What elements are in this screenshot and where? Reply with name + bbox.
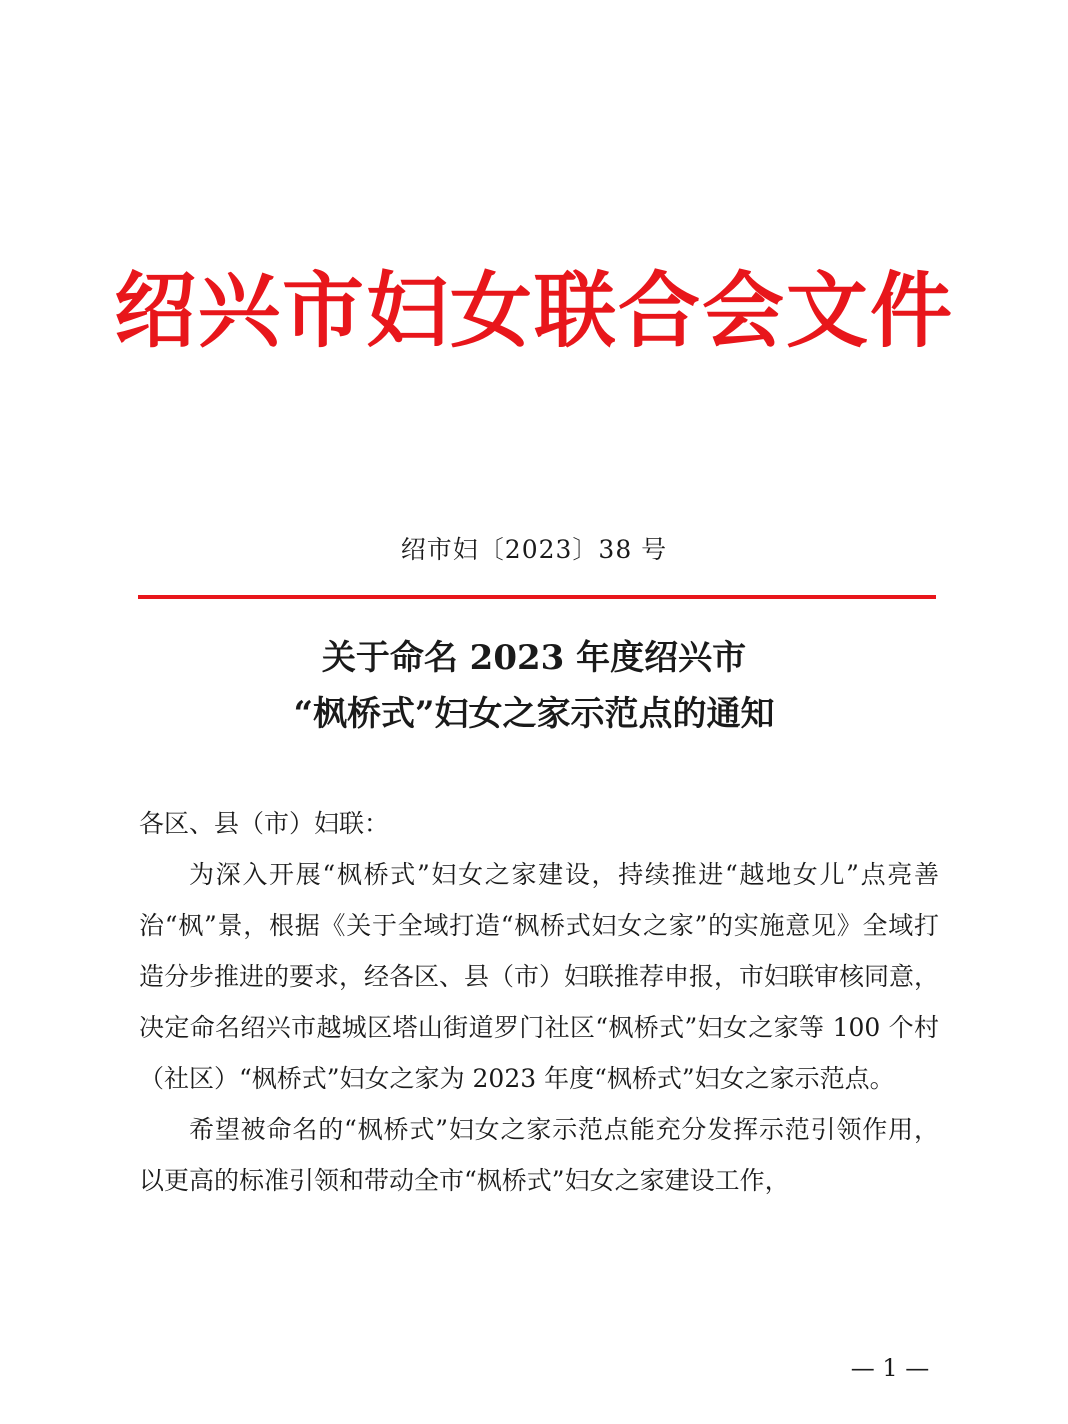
salutation: 各区、县（市）妇联： — [139, 809, 390, 838]
notice-title-line-1: 关于命名 2023 年度绍兴市 — [321, 638, 747, 678]
body-paragraph-1: 为深入开展“枫桥式”妇女之家建设，持续推进“越地女儿”点亮善治“枫”景，根据《关于全域打造“枫桥式妇女之家”的实施意见》全域打造分步推进的要求，经各区、县（市）妇联推荐申报，市妇联审核同意，决定命名绍兴市越城区塔山街道罗门社区“枫桥式”妇女之家等 100 个村（社区）“枫桥式”妇女之家为 2023 年度“枫桥式”妇女之家示范点。 — [139, 860, 940, 1093]
red-divider-line — [138, 595, 936, 599]
notice-title — [0, 630, 1068, 742]
document-body — [139, 798, 939, 1206]
document-header-title: 绍兴市妇女联合会文件 — [113, 264, 954, 359]
document-number: 绍市妇〔2023〕38 号 — [400, 535, 668, 564]
notice-title-line-2: “枫桥式”妇女之家示范点的通知 — [293, 694, 775, 734]
body-paragraph-2: 希望被命名的“枫桥式”妇女之家示范点能充分发挥示范引领作用，以更高的标准引领和带动全市“枫桥式”妇女之家建设工作， — [139, 1115, 939, 1195]
page-number: — 1 — — [850, 1354, 930, 1382]
